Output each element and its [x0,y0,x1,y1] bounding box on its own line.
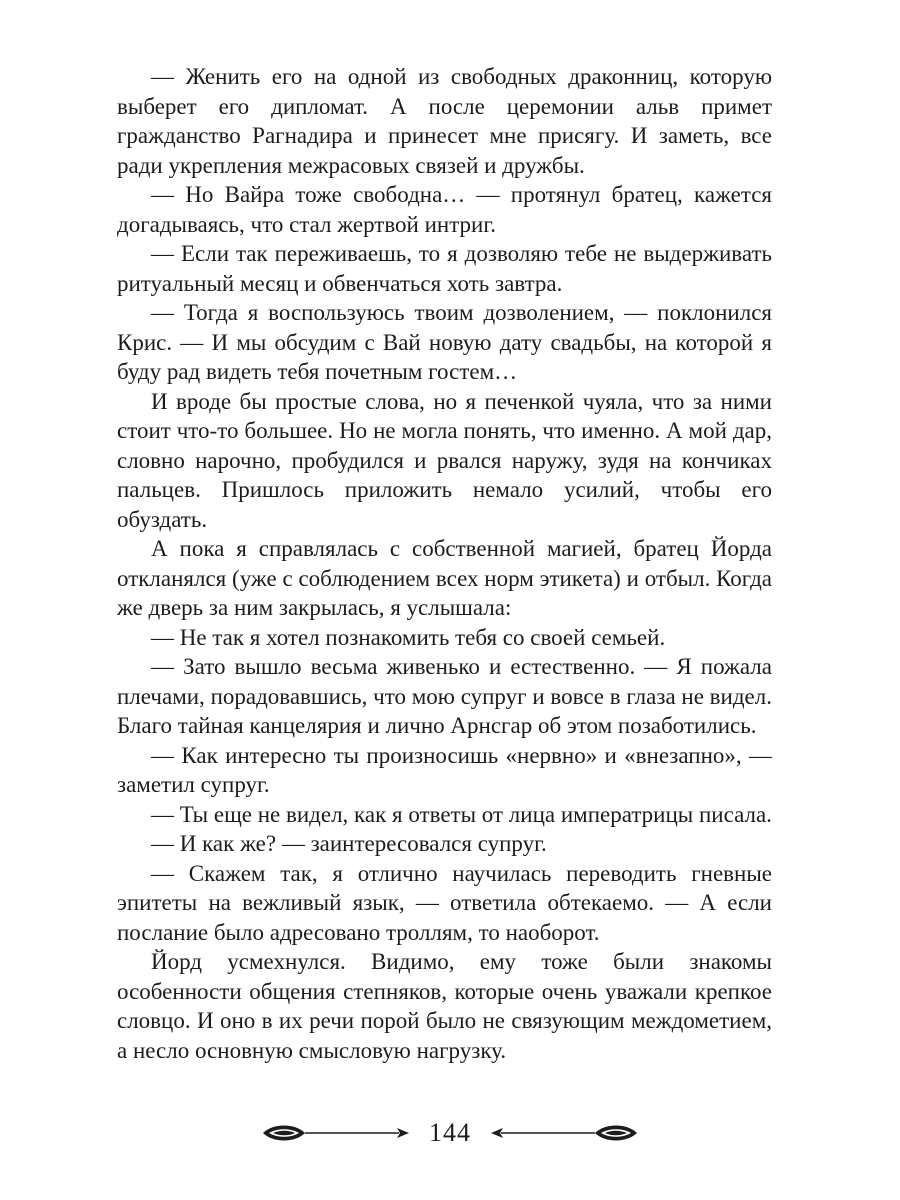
paragraph: — Но Вайра тоже свободна… — протянул братец, кажется догадываясь, что стал жертвой интриг. [117,182,772,237]
paragraph: — Ты еще не видел, как я ответы от лица императрицы писала. [151,801,772,827]
paragraph: — И как же? — заинтересовался супруг. [151,831,547,856]
paragraph: — Женить его на одной из свободных драконниц, которую выберет его дипломат. А после церемонии альв примет гражданство Рагнадира и принесет мне присягу. И заметь, все ради укрепления межрасовых связей и дружбы. [117,64,772,178]
page-number: 144 [429,1118,471,1147]
paragraph: — Тогда я воспользуюсь твоим дозволением, — поклонился Крис. — И мы обсудим с Вай новую дату свадьбы, на которой я буду рад видеть тебя почетным гостем… [117,300,772,384]
paragraph: — Зато вышло весьма живенько и естественно. — Я пожала плечами, порадовавшись, что мою супруг и вовсе в глаза не видел. Благо тайная канцелярия и лично Арнсгар об этом позаботились. [117,654,772,738]
page-footer [0,1113,900,1153]
paragraph: — Скажем так, я отлично научилась переводить гневные эпитеты на вежливый язык, — ответила обтекаемо. — А если послание было адресовано троллям, то наоборот. [117,860,772,945]
paragraph: Йорд усмехнулся. Видимо, ему тоже были знакомы особенности общения степняков, которые очень уважали крепкое словцо. И оно в их речи порой было не связующим междометием, а несло основную смысловую нагрузку. [117,949,772,1063]
body-text [117,62,772,1065]
paragraph: — Если так переживаешь, то я дозволяю тебе не выдерживать ритуальный месяц и обвенчаться хоть завтра. [117,241,772,296]
paragraph: А пока я справлялась с собственной магией, братец Йорда откланялся (уже с соблюдением всех норм этикета) и отбыл. Когда же дверь за ним закрылась, я услышала: [117,536,772,620]
left-flourish-icon [261,1121,411,1145]
paragraph: И вроде бы простые слова, но я печенкой чуяла, что за ними стоит что-то большее. Но не могла понять, что именно. А мой дар, словно нарочно, пробудился и рвался наружу, зудя на кончиках пальцев. Пришлось приложить немало усилий, чтобы его обуздать. [117,388,772,532]
right-flourish-icon [489,1121,639,1145]
paragraph: — Не так я хотел познакомить тебя со своей семьей. [151,624,666,650]
paragraph: — Как интересно ты произносишь «нервно» и «внезапно», — заметил супруг. [117,742,772,797]
